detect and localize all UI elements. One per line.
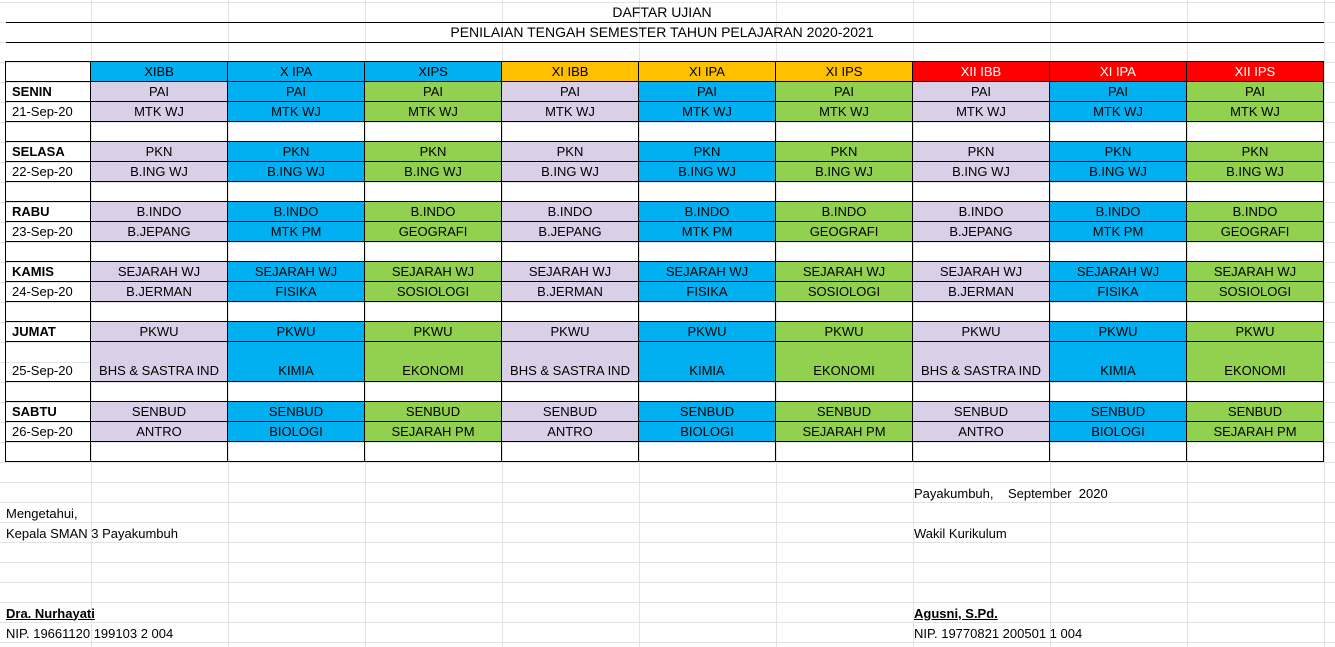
spacer-cell[interactable]: [90, 181, 228, 202]
class-header-cell[interactable]: X IPA: [227, 61, 365, 82]
subject-cell[interactable]: PKN: [1049, 141, 1187, 162]
vice-curriculum-title: Wakil Kurikulum: [914, 525, 1007, 541]
subject-cell[interactable]: SENBUD: [364, 401, 502, 422]
spacer-cell[interactable]: [912, 121, 1050, 142]
subject-cell[interactable]: PAI: [1186, 81, 1324, 102]
subject-cell[interactable]: B.ING WJ: [775, 161, 913, 182]
spacer-cell[interactable]: [775, 441, 913, 462]
subject-cell[interactable]: PAI: [1049, 81, 1187, 102]
spacer-cell[interactable]: [5, 441, 91, 462]
vice-curriculum-name: Agusni, S.Pd.: [914, 605, 998, 621]
subject-cell[interactable]: SENBUD: [912, 401, 1050, 422]
subject-cell[interactable]: KIMIA: [1049, 341, 1187, 382]
principal-nip: NIP. 19661120 199103 2 004: [6, 625, 174, 641]
spacer-cell[interactable]: [5, 181, 91, 202]
spacer-cell[interactable]: [5, 241, 91, 262]
subject-cell[interactable]: PAI: [90, 81, 228, 102]
spacer-cell[interactable]: [1049, 121, 1187, 142]
spacer-cell[interactable]: [5, 301, 91, 322]
gridline: [0, 582, 1335, 583]
subject-cell[interactable]: PKWU: [912, 321, 1050, 342]
spacer-cell[interactable]: [501, 121, 639, 142]
subject-cell[interactable]: B.JEPANG: [501, 221, 639, 242]
spacer-cell[interactable]: [1049, 181, 1187, 202]
subject-cell[interactable]: PKN: [364, 141, 502, 162]
spacer-cell[interactable]: [1186, 441, 1324, 462]
subject-cell[interactable]: MTK WJ: [638, 101, 776, 122]
principal-name: Dra. Nurhayati: [6, 605, 95, 621]
spacer-cell[interactable]: [90, 241, 228, 262]
subject-cell[interactable]: BIOLOGI: [227, 421, 365, 442]
subject-cell[interactable]: GEOGRAFI: [1186, 221, 1324, 242]
class-header-cell[interactable]: XIPS: [364, 61, 502, 82]
gridline: [0, 642, 1335, 643]
subject-cell[interactable]: MTK PM: [1049, 221, 1187, 242]
subject-cell[interactable]: FISIKA: [1049, 281, 1187, 302]
subject-cell[interactable]: B.ING WJ: [1049, 161, 1187, 182]
spacer-cell[interactable]: [90, 381, 228, 402]
spacer-cell[interactable]: [775, 241, 913, 262]
spacer-cell[interactable]: [638, 181, 776, 202]
day-label-cell[interactable]: SELASA: [5, 141, 91, 162]
class-header-cell[interactable]: XI IBB: [501, 61, 639, 82]
spacer-cell[interactable]: [1049, 441, 1187, 462]
spacer-cell[interactable]: [227, 181, 365, 202]
subject-cell[interactable]: MTK WJ: [364, 101, 502, 122]
subject-cell[interactable]: KIMIA: [638, 341, 776, 382]
subject-cell[interactable]: PKWU: [501, 321, 639, 342]
spacer-cell[interactable]: [227, 441, 365, 462]
spacer-cell[interactable]: [1186, 381, 1324, 402]
spacer-cell[interactable]: [5, 381, 91, 402]
subject-cell[interactable]: GEOGRAFI: [364, 221, 502, 242]
subject-cell[interactable]: B.INDO: [364, 201, 502, 222]
gridline: [0, 462, 1335, 463]
subject-cell[interactable]: SEJARAH WJ: [364, 261, 502, 282]
sheet-title: DAFTAR UJIAN: [612, 4, 712, 20]
subject-cell[interactable]: PAI: [227, 81, 365, 102]
spacer-cell[interactable]: [638, 241, 776, 262]
subject-cell[interactable]: PKN: [1186, 141, 1324, 162]
day-label-cell[interactable]: SABTU: [5, 401, 91, 422]
spacer-cell[interactable]: [775, 181, 913, 202]
subject-cell[interactable]: PKN: [227, 141, 365, 162]
subject-cell[interactable]: B.ING WJ: [364, 161, 502, 182]
subject-cell[interactable]: PKWU: [227, 321, 365, 342]
gridline: [0, 542, 1335, 543]
subject-cell[interactable]: SENBUD: [775, 401, 913, 422]
gridline: [0, 622, 1335, 623]
subject-cell[interactable]: B.JEPANG: [912, 221, 1050, 242]
subject-cell[interactable]: SOSIOLOGI: [1186, 281, 1324, 302]
day-label-cell[interactable]: KAMIS: [5, 261, 91, 282]
subject-cell[interactable]: MTK WJ: [1049, 101, 1187, 122]
spacer-cell[interactable]: [5, 121, 91, 142]
subject-cell[interactable]: PAI: [775, 81, 913, 102]
spacer-cell[interactable]: [1186, 181, 1324, 202]
subject-cell[interactable]: B.INDO: [227, 201, 365, 222]
date-label-cell[interactable]: 26-Sep-20: [5, 421, 91, 442]
subject-cell[interactable]: MTK PM: [638, 221, 776, 242]
sheet-subtitle: PENILAIAN TENGAH SEMESTER TAHUN PELAJARAN 2020-2021: [450, 24, 874, 40]
subject-cell[interactable]: SEJARAH WJ: [638, 261, 776, 282]
subject-cell[interactable]: SENBUD: [638, 401, 776, 422]
subject-cell[interactable]: FISIKA: [638, 281, 776, 302]
subject-cell[interactable]: MTK WJ: [1186, 101, 1324, 122]
spacer-cell[interactable]: [775, 301, 913, 322]
subject-cell[interactable]: B.INDO: [90, 201, 228, 222]
subject-cell[interactable]: ANTRO: [912, 421, 1050, 442]
spacer-cell[interactable]: [227, 121, 365, 142]
spacer-cell[interactable]: [364, 181, 502, 202]
subject-cell[interactable]: B.ING WJ: [1186, 161, 1324, 182]
subject-cell[interactable]: SENBUD: [501, 401, 639, 422]
subject-cell[interactable]: BHS & SASTRA IND: [501, 341, 639, 382]
gridline: [0, 482, 1335, 483]
subject-cell[interactable]: PKN: [775, 141, 913, 162]
subject-cell[interactable]: SEJARAH WJ: [912, 261, 1050, 282]
spacer-cell[interactable]: [1049, 241, 1187, 262]
spacer-cell[interactable]: [1186, 241, 1324, 262]
subject-cell[interactable]: B.INDO: [1049, 201, 1187, 222]
day-label-cell[interactable]: SENIN: [5, 81, 91, 102]
gridline: [0, 522, 1335, 523]
class-header-cell[interactable]: XII IBB: [912, 61, 1050, 82]
spacer-cell[interactable]: [1049, 301, 1187, 322]
subject-cell[interactable]: SEJARAH PM: [364, 421, 502, 442]
subject-cell[interactable]: MTK PM: [227, 221, 365, 242]
subject-cell[interactable]: B.INDO: [638, 201, 776, 222]
subject-cell[interactable]: B.INDO: [501, 201, 639, 222]
subject-cell[interactable]: B.JEPANG: [90, 221, 228, 242]
gridline: [0, 602, 1335, 603]
principal-title: Kepala SMAN 3 Payakumbuh: [6, 525, 178, 541]
spacer-cell[interactable]: [1049, 381, 1187, 402]
spacer-cell[interactable]: [90, 121, 228, 142]
vice-curriculum-nip: NIP. 19770821 200501 1 004: [914, 625, 1083, 641]
spacer-cell[interactable]: [227, 381, 365, 402]
class-header-cell[interactable]: XII IPS: [1186, 61, 1324, 82]
day-label-cell[interactable]: JUMAT: [5, 321, 91, 342]
class-header-cell[interactable]: XI IPS: [775, 61, 913, 82]
subject-cell[interactable]: MTK WJ: [912, 101, 1050, 122]
subject-cell[interactable]: MTK WJ: [90, 101, 228, 122]
date-label-cell[interactable]: 23-Sep-20: [5, 221, 91, 242]
date-label-cell[interactable]: 21-Sep-20: [5, 101, 91, 122]
place-date: Payakumbuh, September 2020: [914, 485, 1108, 501]
spacer-cell[interactable]: [364, 241, 502, 262]
subject-cell[interactable]: B.ING WJ: [501, 161, 639, 182]
subject-cell[interactable]: ANTRO: [501, 421, 639, 442]
subject-cell[interactable]: B.JERMAN: [501, 281, 639, 302]
subject-cell[interactable]: BIOLOGI: [1049, 421, 1187, 442]
spacer-cell[interactable]: [227, 301, 365, 322]
subject-cell[interactable]: PAI: [912, 81, 1050, 102]
subject-cell[interactable]: GEOGRAFI: [775, 221, 913, 242]
subject-cell[interactable]: PKWU: [364, 321, 502, 342]
spacer-cell[interactable]: [227, 241, 365, 262]
subject-cell[interactable]: B.INDO: [1186, 201, 1324, 222]
spacer-cell[interactable]: [638, 121, 776, 142]
subject-cell[interactable]: PKWU: [775, 321, 913, 342]
subject-cell[interactable]: SEJARAH WJ: [90, 261, 228, 282]
gridline: [0, 562, 1335, 563]
subject-cell[interactable]: MTK WJ: [501, 101, 639, 122]
spacer-cell[interactable]: [912, 381, 1050, 402]
subject-cell[interactable]: PKWU: [1049, 321, 1187, 342]
subject-cell[interactable]: SEJARAH PM: [1186, 421, 1324, 442]
spacer-cell[interactable]: [90, 301, 228, 322]
spacer-cell[interactable]: [1186, 121, 1324, 142]
spacer-cell[interactable]: [912, 301, 1050, 322]
subject-cell[interactable]: PKN: [638, 141, 776, 162]
subject-cell[interactable]: BIOLOGI: [638, 421, 776, 442]
class-header-cell[interactable]: XI IPA: [1049, 61, 1187, 82]
subject-cell[interactable]: B.ING WJ: [227, 161, 365, 182]
subject-cell[interactable]: BHS & SASTRA IND: [912, 341, 1050, 382]
spacer-cell[interactable]: [775, 381, 913, 402]
class-header-cell[interactable]: XI IPA: [638, 61, 776, 82]
subject-cell[interactable]: EKONOMI: [364, 341, 502, 382]
subject-cell[interactable]: ANTRO: [90, 421, 228, 442]
subject-cell[interactable]: MTK WJ: [775, 101, 913, 122]
subject-cell[interactable]: SEJARAH WJ: [1049, 261, 1187, 282]
subject-cell[interactable]: SENBUD: [227, 401, 365, 422]
subject-cell[interactable]: MTK WJ: [227, 101, 365, 122]
spacer-cell[interactable]: [90, 441, 228, 462]
spacer-cell[interactable]: [501, 301, 639, 322]
date-label-cell[interactable]: 22-Sep-20: [5, 161, 91, 182]
subject-cell[interactable]: SEJARAH PM: [775, 421, 913, 442]
spacer-cell[interactable]: [638, 381, 776, 402]
subtitle-divider: [6, 42, 1324, 43]
subject-cell[interactable]: SENBUD: [1186, 401, 1324, 422]
subject-cell[interactable]: B.ING WJ: [90, 161, 228, 182]
acknowledged-label: Mengetahui,: [6, 505, 78, 521]
subject-cell[interactable]: B.ING WJ: [638, 161, 776, 182]
spacer-cell[interactable]: [912, 441, 1050, 462]
subject-cell[interactable]: EKONOMI: [775, 341, 913, 382]
subject-cell[interactable]: PKWU: [90, 321, 228, 342]
subject-cell[interactable]: B.INDO: [775, 201, 913, 222]
spacer-cell[interactable]: [775, 121, 913, 142]
subject-cell[interactable]: PAI: [638, 81, 776, 102]
date-label-cell[interactable]: 24-Sep-20: [5, 281, 91, 302]
class-header-cell[interactable]: XIBB: [90, 61, 228, 82]
spacer-cell[interactable]: [638, 441, 776, 462]
subject-cell[interactable]: SENBUD: [90, 401, 228, 422]
subject-cell[interactable]: FISIKA: [227, 281, 365, 302]
header-corner-cell[interactable]: [5, 61, 91, 82]
subject-cell[interactable]: PAI: [501, 81, 639, 102]
subject-cell[interactable]: B.ING WJ: [912, 161, 1050, 182]
spacer-cell[interactable]: [364, 381, 502, 402]
spacer-cell[interactable]: [364, 301, 502, 322]
subject-cell[interactable]: SEJARAH WJ: [501, 261, 639, 282]
subject-cell[interactable]: PAI: [364, 81, 502, 102]
subject-cell[interactable]: KIMIA: [227, 341, 365, 382]
gridline: [0, 502, 1335, 503]
subject-cell[interactable]: PKN: [501, 141, 639, 162]
subject-cell[interactable]: SENBUD: [1049, 401, 1187, 422]
subject-cell[interactable]: SEJARAH WJ: [775, 261, 913, 282]
spacer-cell[interactable]: [501, 181, 639, 202]
date-label-cell[interactable]: 25-Sep-20: [5, 341, 91, 382]
subject-cell[interactable]: BHS & SASTRA IND: [90, 341, 228, 382]
subject-cell[interactable]: B.JERMAN: [90, 281, 228, 302]
gridline: [1324, 0, 1325, 647]
subject-cell[interactable]: SOSIOLOGI: [775, 281, 913, 302]
spacer-cell[interactable]: [501, 381, 639, 402]
spacer-cell[interactable]: [501, 441, 639, 462]
spacer-cell[interactable]: [501, 241, 639, 262]
title-divider: [6, 22, 1324, 23]
spacer-cell[interactable]: [364, 441, 502, 462]
subject-cell[interactable]: PKWU: [638, 321, 776, 342]
subject-cell[interactable]: B.INDO: [912, 201, 1050, 222]
subject-cell[interactable]: EKONOMI: [1186, 341, 1324, 382]
day-label-cell[interactable]: RABU: [5, 201, 91, 222]
spacer-cell[interactable]: [912, 181, 1050, 202]
spacer-cell[interactable]: [912, 241, 1050, 262]
subject-cell[interactable]: SEJARAH WJ: [227, 261, 365, 282]
subject-cell[interactable]: SOSIOLOGI: [364, 281, 502, 302]
spacer-cell[interactable]: [364, 121, 502, 142]
subject-cell[interactable]: PKN: [90, 141, 228, 162]
subject-cell[interactable]: PKWU: [1186, 321, 1324, 342]
subject-cell[interactable]: PKN: [912, 141, 1050, 162]
subject-cell[interactable]: SEJARAH WJ: [1186, 261, 1324, 282]
subject-cell[interactable]: B.JERMAN: [912, 281, 1050, 302]
spacer-cell[interactable]: [1186, 301, 1324, 322]
spacer-cell[interactable]: [638, 301, 776, 322]
